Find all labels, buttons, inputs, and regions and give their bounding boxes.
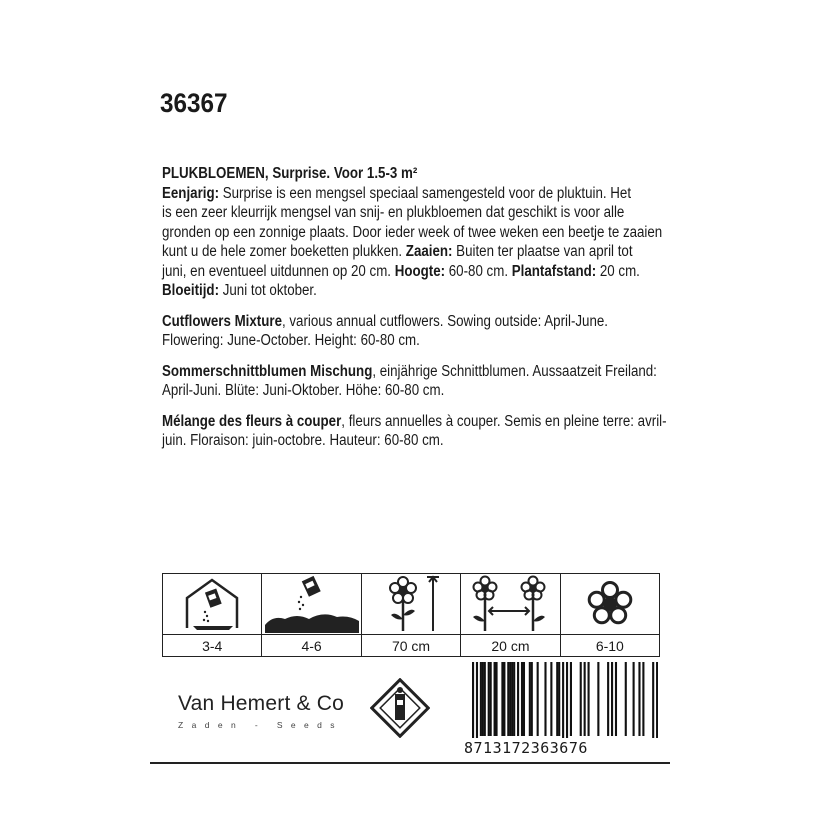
barcode-bar [480, 662, 482, 736]
description-en: Cutflowers Mixture, various annual cutflowers. Sowing outside: April-June. Flowering: June-October. Height: 60-80 cm. [162, 312, 609, 349]
barcode-bar [511, 662, 513, 736]
barcode-bar [638, 662, 640, 736]
barcode-bar [531, 662, 533, 736]
icon-label: 6-10 [595, 637, 624, 654]
description-nl: PLUKBLOEMEN, Surprise. Voor 1.5-3 m² Eenjarig: Surprise is een mengsel speciaal samengesteld voor de pluktuin. Het is een zeer kleurrijk mengsel van snij- en plukbloemen dat geschikt is voor alle gronden op een zonnige plaats. Door ieder week of twee weken een beetje te zaaien kunt u de hele zomer boeketten plukken. Zaaien: Buiten ter plaatse van april tot juni, en eventueel uitdunnen op 20 cm. Hoogte: 60-80 cm. Plantafstand: 20 cm. Bloeitijd: Juni tot oktober. [162, 165, 663, 299]
barcode-bar [625, 662, 627, 736]
barcode-bar [558, 662, 560, 736]
product-code: 36367 [160, 88, 228, 118]
icon-cell-outdoor [262, 574, 361, 656]
greenhouse-sowing-icon [163, 574, 261, 635]
barcode-bar [588, 662, 590, 736]
icon-label: 4-6 [301, 637, 322, 654]
plant-spacing-icon [461, 574, 559, 635]
brand-logo [178, 692, 344, 730]
title-nl: PLUKBLOEMEN, Surprise. Voor 1.5-3 m² [162, 165, 418, 182]
barcode-bar [476, 662, 478, 738]
icon-cell-flowering [561, 574, 659, 656]
barcode-bar [615, 662, 617, 736]
barcode-digits: 8713172363676 [464, 739, 588, 757]
description-de: Sommerschnittblumen Mischung, einjährige Schnittblumen. Aussaatzeit Freiland: April-Juni. Blüte: Juni-Oktober. Höhe: 60-80 cm. [162, 362, 657, 399]
plant-height-icon [362, 574, 460, 635]
barcode-bar [611, 662, 613, 736]
barcode-bar [501, 662, 503, 736]
barcode-bar [597, 662, 599, 736]
icon-label: 3-4 [202, 637, 223, 654]
barcode-bar [484, 662, 486, 736]
barcode-bar [652, 662, 654, 738]
barcode-bar [482, 662, 484, 736]
description-fr: Mélange des fleurs à couper, fleurs annuelles à couper. Semis en pleine terre: avril- juin. Floraison: juin-octobre. Hauteur: 60-80 cm. [162, 412, 667, 449]
barcode-bar [490, 662, 492, 736]
barcode-bar [607, 662, 609, 736]
description [162, 164, 678, 462]
icon-label: 20 cm [491, 637, 530, 654]
barcode-bar [488, 662, 490, 736]
flowering-icon [561, 574, 659, 635]
certification-seal-icon [370, 678, 430, 738]
barcode-bar [566, 662, 568, 738]
brand-name: Van Hemert & Co [178, 692, 345, 715]
barcode-bar [513, 662, 515, 736]
barcode-bar [503, 662, 505, 736]
barcode-bar [509, 662, 511, 736]
barcode-bar [562, 662, 564, 738]
icon-label: 70 cm [391, 637, 431, 654]
icon-cell-spacing [461, 574, 560, 656]
barcode-bar [494, 662, 496, 736]
barcode-bar [472, 662, 474, 738]
barcode-bar [544, 662, 546, 736]
barcode-bar [537, 662, 539, 736]
outdoor-sowing-icon [262, 574, 360, 635]
icon-cell-height [362, 574, 461, 656]
barcode-bar [523, 662, 525, 736]
barcode-bar [529, 662, 531, 736]
icon-cell-greenhouse [163, 574, 262, 656]
barcode-bar [517, 662, 519, 736]
barcode-bar [633, 662, 635, 736]
barcode-bar [507, 662, 509, 736]
brand-tagline: Zaden - Seeds [178, 720, 343, 730]
growing-info-table [162, 573, 660, 657]
barcode-bar [570, 662, 572, 736]
barcode-bar [556, 662, 558, 736]
barcode-bar [521, 662, 523, 736]
barcode-bar [495, 662, 497, 736]
barcode-bar [580, 662, 582, 736]
barcode-bar [656, 662, 658, 738]
barcode-bar [642, 662, 644, 736]
bottom-divider [150, 762, 670, 764]
barcode-bar [550, 662, 552, 736]
barcode-bar [584, 662, 586, 736]
